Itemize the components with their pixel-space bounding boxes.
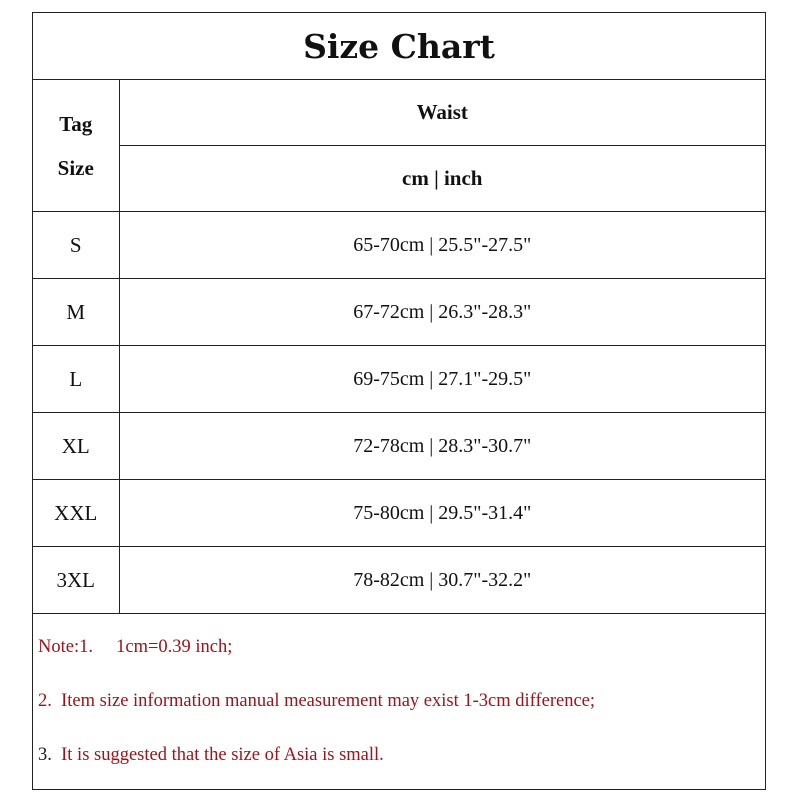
note-3 xyxy=(38,728,765,782)
table-row xyxy=(33,547,765,614)
note-2-text: Item size information manual measurement may exist 1-3cm difference; xyxy=(61,691,596,711)
size-cell: 3XL xyxy=(33,547,119,614)
note-1 xyxy=(38,620,765,674)
note-1-prefix: Note:1. xyxy=(38,637,93,657)
waist-cell: 65-70cm | 25.5"-27.5" xyxy=(119,212,765,279)
table-row xyxy=(33,346,765,413)
note-2 xyxy=(38,674,765,728)
notes-section xyxy=(33,614,765,782)
size-cell: XXL xyxy=(33,480,119,547)
waist-cell: 75-80cm | 29.5"-31.4" xyxy=(119,480,765,547)
size-cell: S xyxy=(33,212,119,279)
waist-cell: 72-78cm | 28.3"-30.7" xyxy=(119,413,765,480)
note-3-text: It is suggested that the size of Asia is small. xyxy=(61,745,384,765)
size-table xyxy=(33,80,765,614)
waist-cell: 78-82cm | 30.7"-32.2" xyxy=(119,547,765,614)
table-row xyxy=(33,212,765,279)
size-label: Size xyxy=(57,155,94,180)
table-row xyxy=(33,413,765,480)
note-3-number: 3. xyxy=(38,745,52,765)
waist-header: Waist xyxy=(119,80,765,146)
tag-label: Tag xyxy=(59,111,93,136)
size-cell: XL xyxy=(33,413,119,480)
note-1-text: 1cm=0.39 inch; xyxy=(116,637,233,657)
waist-cell: 67-72cm | 26.3"-28.3" xyxy=(119,279,765,346)
waist-cell: 69-75cm | 27.1"-29.5" xyxy=(119,346,765,413)
units-header: cm | inch xyxy=(119,146,765,212)
size-cell: M xyxy=(33,279,119,346)
table-row xyxy=(33,480,765,547)
size-chart xyxy=(32,12,766,790)
size-cell: L xyxy=(33,346,119,413)
note-2-number: 2. xyxy=(38,691,52,711)
tag-size-header xyxy=(33,80,119,212)
chart-title: Size Chart xyxy=(33,13,765,80)
table-row xyxy=(33,279,765,346)
